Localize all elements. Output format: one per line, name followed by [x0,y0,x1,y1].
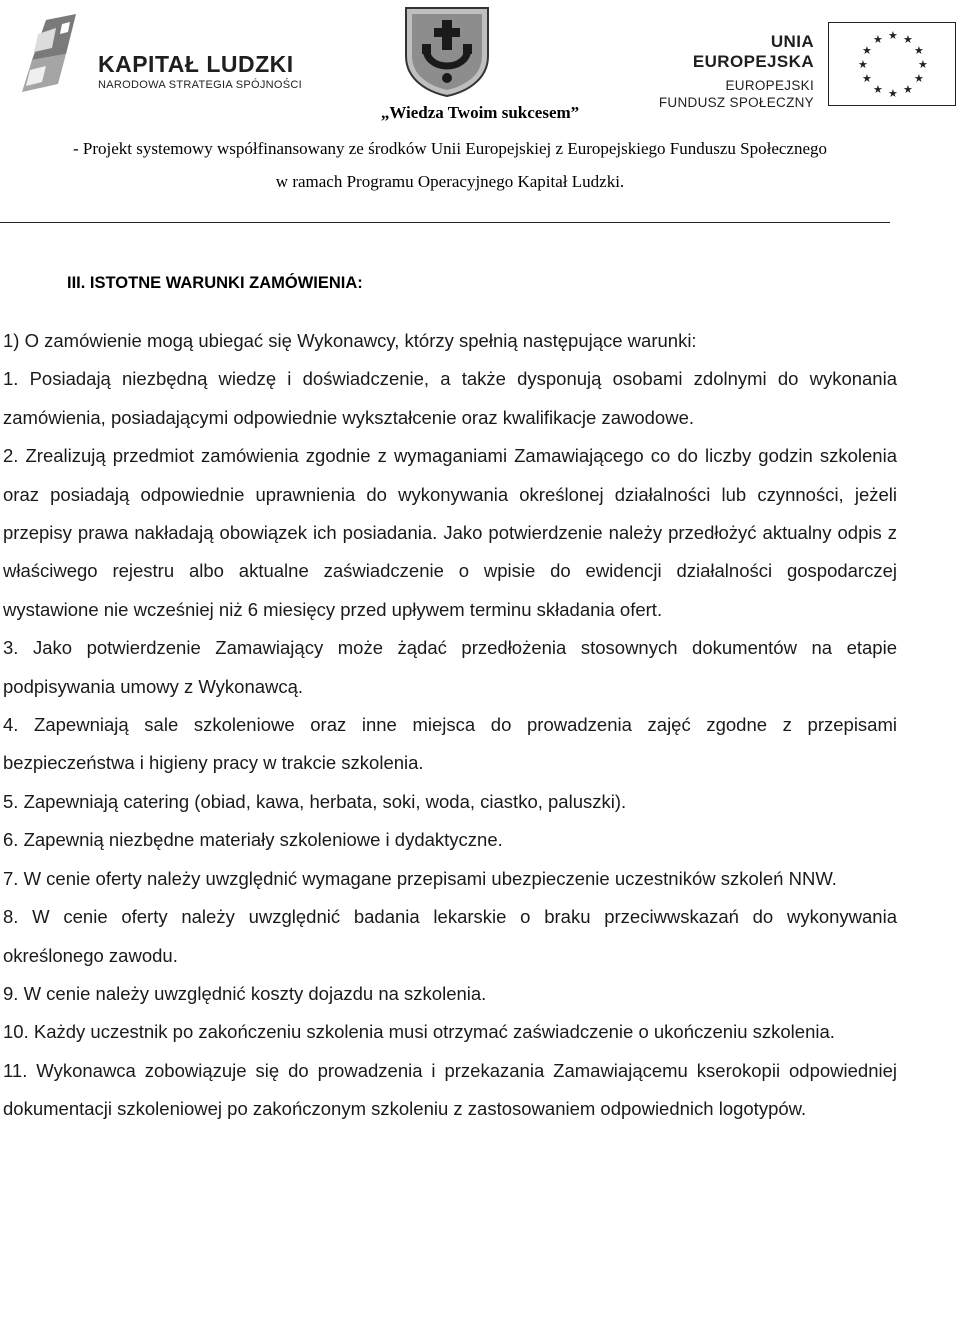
svg-text:★: ★ [862,44,872,57]
list-item-5: 5. Zapewniają catering (obiad, kawa, herbata, soki, woda, ciastko, paluszki). [3,790,627,812]
svg-text:★: ★ [862,72,872,85]
svg-text:★: ★ [914,72,924,85]
list-item-6: 6. Zapewnią niezbędne materiały szkoleniowe i dydaktyczne. [3,829,503,851]
municipal-crest-icon [402,4,492,98]
section-intro: 1) O zamówienie mogą ubiegać się Wykonawcy, którzy spełnią następujące warunki: [3,330,697,351]
svg-text:★: ★ [873,33,883,46]
kapital-ludzki-title: KAPITAŁ LUDZKI [98,51,294,77]
list-item-1: 1. Posiadają niezbędną wiedzę i doświadczenie, a także dysponują osobami zdolnymi do wykonania zamówienia, posiadającymi odpowiednie wykształcenie oraz kwalifikacje zawodowe. [3,368,897,428]
eu-line3: FUNDUSZ SPOŁECZNY [658,95,814,110]
svg-text:★: ★ [903,83,913,96]
project-program: w ramach Programu Operacyjnego Kapitał Ludzki. [275,172,625,191]
list-item-11: 11. Wykonawca zobowiązuje się do prowadzenia i przekazania Zamawiającemu kserokopii odpowiedniej dokumentacji szkoleniowej po zakończonym szkoleniu z zastosowaniem odpowiednich logotypów. [3,1059,897,1120]
header-divider [0,222,890,223]
svg-text:★: ★ [873,83,883,96]
kapital-ludzki-logo [18,14,318,104]
section-title: III. ISTOTNE WARUNKI ZAMÓWIENIA: [67,274,363,292]
section-content [3,322,897,1129]
svg-text:★: ★ [903,33,913,46]
list-item-3: 3. Jako potwierdzenie Zamawiający może żądać przedłożenia stosownych dokumentów na etapie podpisywania umowy z Wykonawcą. [3,637,897,697]
list-item-2: 2. Zrealizują przedmiot zamówienia zgodnie z wymaganiami Zamawiającego co do liczby godzin szkolenia oraz posiadają odpowiednie uprawnienia do wykonywania określonej działalności lub czynności, jeżeli przepisy prawa nakładają obowiązek ich posiadania. Jako potwierdzenie należy przedłożyć aktualny odpis z właściwego rejestru albo aktualne zaświadczenie o wpisie do ewidencji działalności gospodarczej wystawione nie wcześniej niż 6 miesięcy przed upływem terminu składania ofert. [3,445,897,620]
svg-text:★: ★ [858,58,868,71]
kapital-ludzki-subtitle: NARODOWA STRATEGIA SPÓJNOŚCI [98,79,302,91]
eu-flag-icon [828,22,956,106]
list-item-4: 4. Zapewniają sale szkoleniowe oraz inne miejsca do prowadzenia zajęć zgodne z przepisami bezpieczeństwa i higieny pracy w trakcie szkolenia. [3,714,897,774]
svg-text:★: ★ [914,44,924,57]
svg-text:★: ★ [888,29,898,42]
list-item-10: 10. Każdy uczestnik po zakończeniu szkolenia musi otrzymać zaświadczenie o ukończeniu szkolenia. [3,1021,835,1043]
list-item-8: 8. W cenie oferty należy uwzględnić badania lekarskie o braku przeciwwskazań do wykonywania określonego zawodu. [3,906,897,966]
eu-title: UNIA EUROPEJSKA [692,32,814,71]
project-description: - Projekt systemowy współfinansowany ze środków Unii Europejskiej z Europejskiego Funduszu Społecznego [72,139,827,158]
svg-text:★: ★ [888,87,898,100]
list-item-7: 7. W cenie oferty należy uwzględnić wymagane przepisami ubezpieczenie uczestników szkoleń NNW. [3,867,837,889]
eu-line2: EUROPEJSKI [725,78,814,93]
kapital-ludzki-emblem-icon [18,14,88,104]
list-item-9: 9. W cenie należy uwzględnić koszty dojazdu na szkolenia. [3,982,487,1004]
eu-logo [650,22,950,112]
svg-text:★: ★ [918,58,928,71]
project-slogan: „Wiedza Twoim sukcesem” [380,103,580,122]
